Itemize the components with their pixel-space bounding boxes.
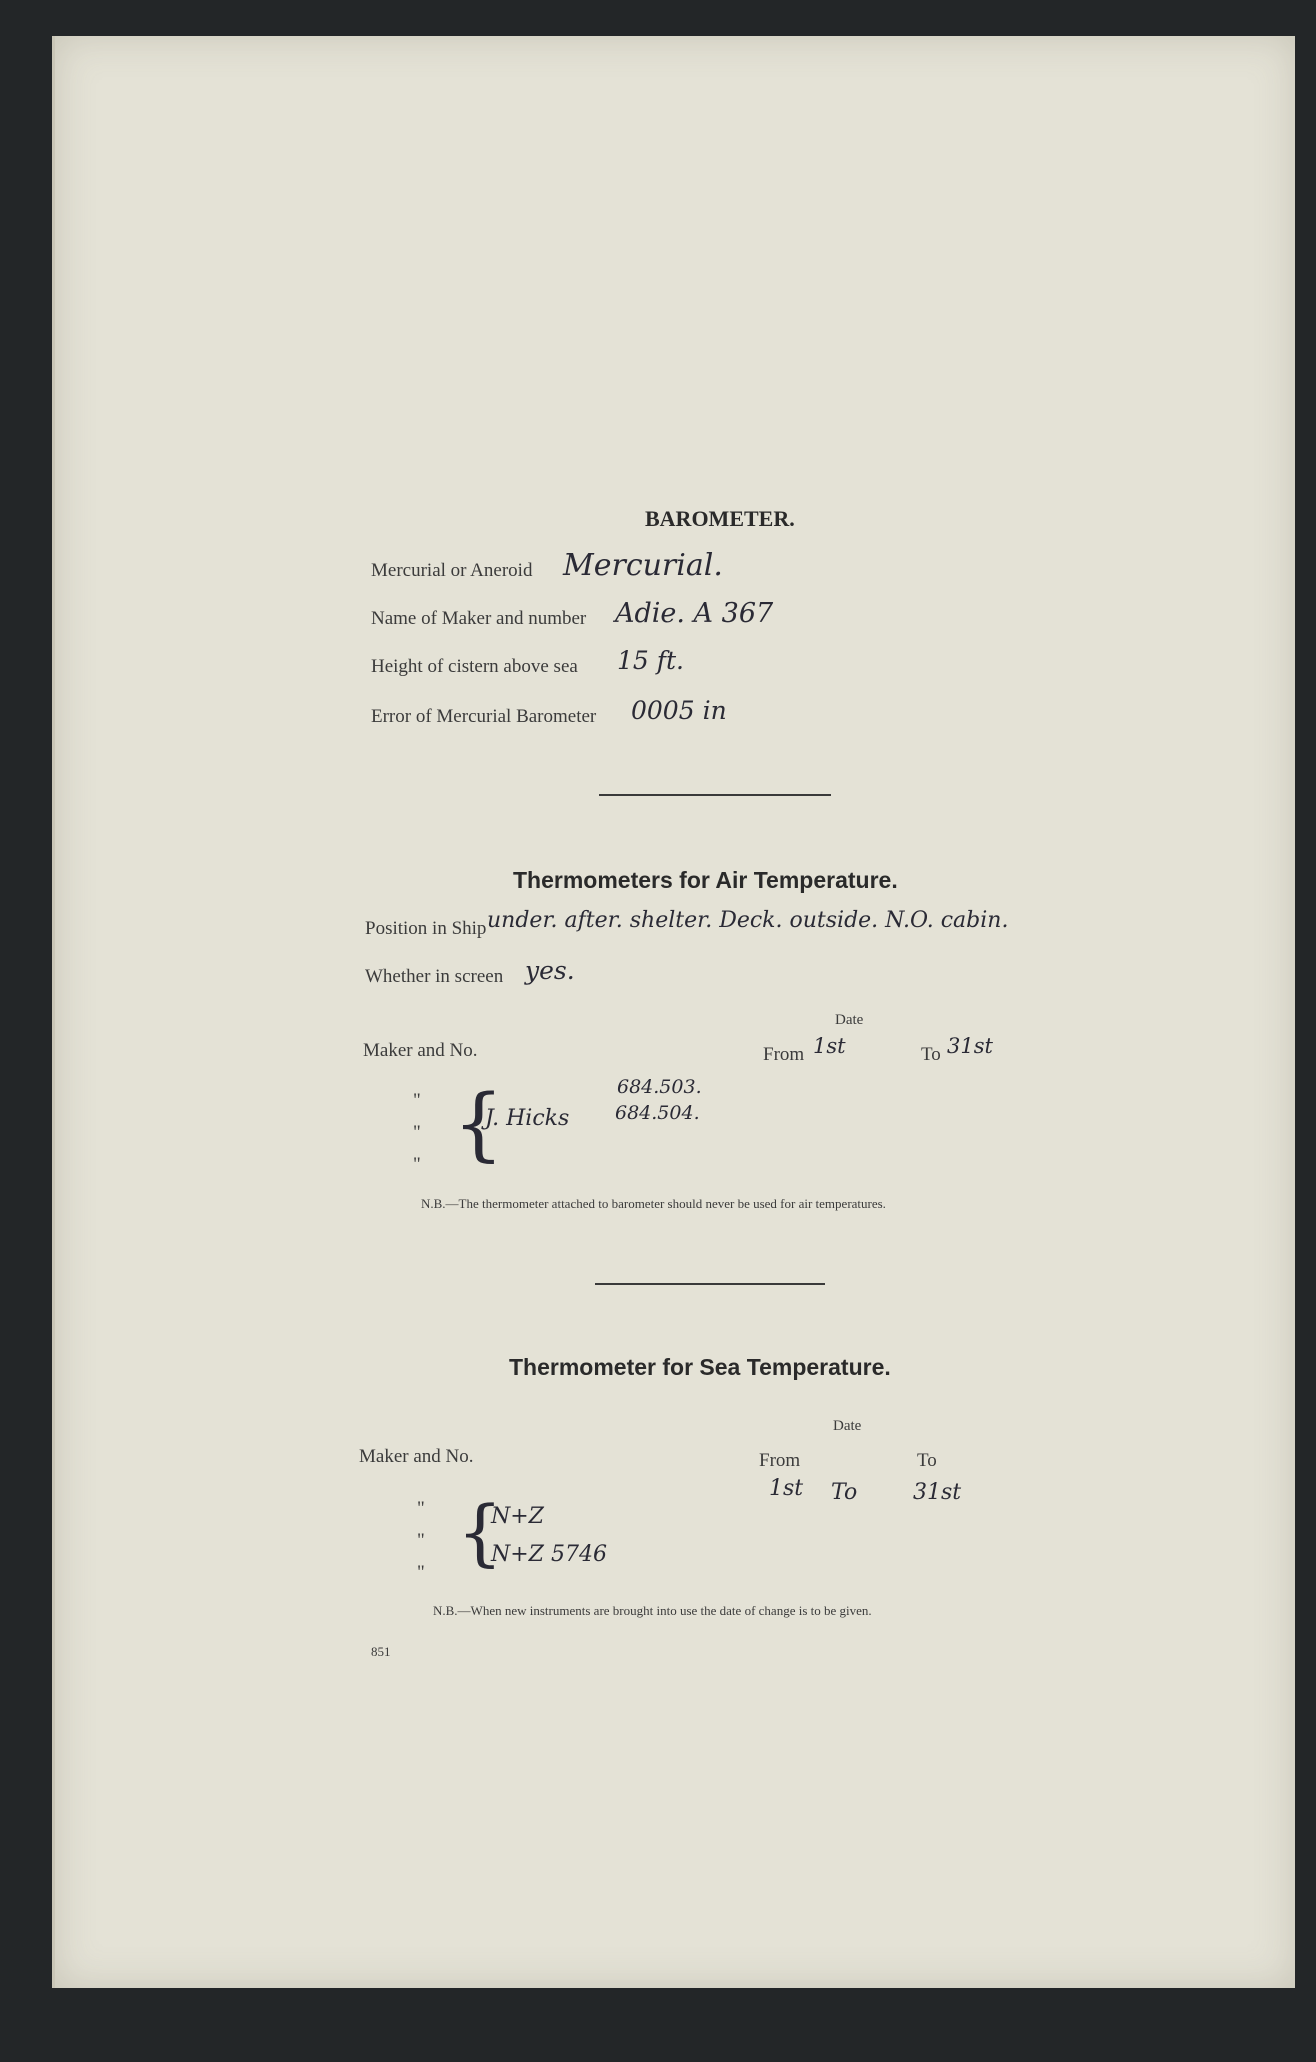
air-title: Thermometers for Air Temperature.: [513, 867, 898, 893]
air-number-1: 684.503.: [617, 1076, 702, 1098]
barometer-type-label: Mercurial or Aneroid: [371, 560, 533, 581]
barometer-maker-label: Name of Maker and number: [371, 608, 587, 629]
air-position-value: under. after. shelter. Deck. outside. N.O. cabin.: [487, 908, 1009, 933]
air-from-label: From: [763, 1044, 805, 1065]
air-from-value: 1st: [813, 1034, 846, 1058]
air-to-value: 31st: [947, 1034, 993, 1058]
air-note: N.B.—The thermometer attached to barometer should never be used for air temperatures.: [421, 1196, 886, 1211]
air-brace: {: [453, 1077, 504, 1170]
barometer-title: BAROMETER.: [645, 506, 795, 531]
sea-from-label: From: [759, 1450, 801, 1471]
sea-ditto-3: ": [417, 1562, 425, 1583]
sea-ditto-2: ": [417, 1530, 425, 1551]
air-screen-value: yes.: [525, 956, 575, 985]
air-maker-label: Maker and No.: [363, 1040, 478, 1061]
air-ditto-1: ": [413, 1090, 421, 1111]
sea-from-value: 1st: [769, 1476, 804, 1501]
sea-to-value: 31st: [913, 1480, 962, 1505]
air-screen-label: Whether in screen: [365, 966, 504, 987]
divider-rule-2: [595, 1283, 825, 1285]
barometer-type-value: Mercurial.: [563, 548, 723, 583]
sea-to-mid: To: [831, 1480, 858, 1505]
air-maker-value: J. Hicks: [485, 1106, 570, 1131]
sea-brace: {: [457, 1490, 503, 1574]
barometer-height-value: 15 ft.: [617, 646, 685, 675]
air-ditto-3: ": [413, 1154, 421, 1175]
sea-date-label: Date: [833, 1418, 862, 1434]
form-code: 851: [371, 1644, 391, 1659]
air-to-label: To: [921, 1044, 941, 1065]
document-page: [52, 36, 1295, 1988]
air-number-2: 684.504.: [615, 1102, 700, 1124]
sea-to-label: To: [917, 1450, 937, 1471]
barometer-maker-value: Adie. A 367: [615, 598, 774, 629]
barometer-error-value: 0005 in: [631, 696, 727, 725]
air-position-label: Position in Ship: [365, 918, 487, 939]
sea-entry-2: N+Z 5746: [491, 1542, 607, 1567]
sea-title: Thermometer for Sea Temperature.: [509, 1354, 891, 1380]
divider-rule: [599, 794, 831, 796]
sea-note: N.B.—When new instruments are brought into use the date of change is to be given.: [433, 1603, 872, 1618]
barometer-height-label: Height of cistern above sea: [371, 656, 578, 677]
air-date-label: Date: [835, 1012, 864, 1028]
barometer-error-label: Error of Mercurial Barometer: [371, 706, 597, 727]
sea-entry-1: N+Z: [491, 1504, 544, 1529]
sea-maker-label: Maker and No.: [359, 1446, 474, 1467]
sea-ditto-1: ": [417, 1498, 425, 1519]
air-ditto-2: ": [413, 1122, 421, 1143]
